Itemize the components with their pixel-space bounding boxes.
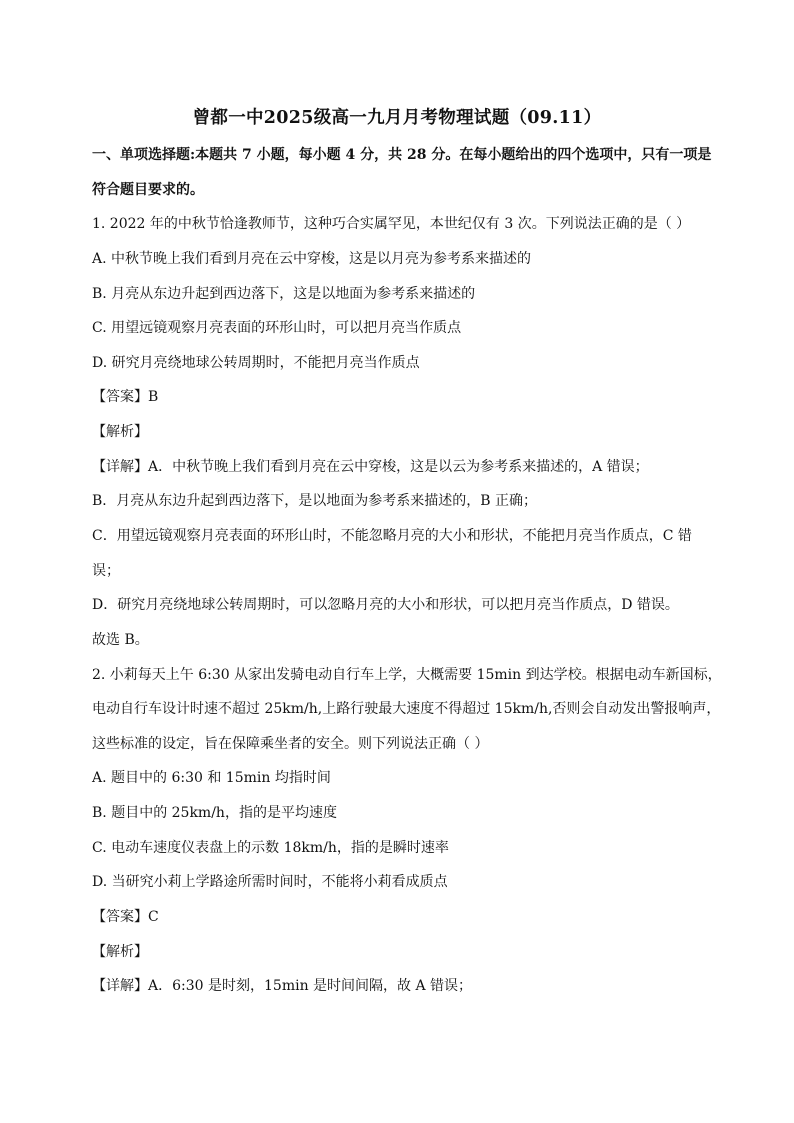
q1-detail-line: B．月亮从东边升起到西边落下，是以地面为参考系来描述的，B 正确；	[92, 493, 538, 509]
q2-answer: 【答案】C	[92, 909, 159, 925]
exam-title: 曾都一中2025级高一九月月考物理试题（09.11）	[192, 108, 602, 128]
section-heading-line-2: 符合题目要求的。	[92, 182, 204, 198]
q1-option-c: C. 用望远镜观察月亮表面的环形山时，可以把月亮当作质点	[92, 320, 462, 336]
q2-stem-line: 电动自行车设计时速不超过 25km/h,上路行驶最大速度不得超过 15km/h,否则会自动发出警报响声，	[92, 701, 721, 717]
q1-stem: 1. 2022 年的中秋节恰逢教师节，这种巧合实属罕见，本世纪仅有 3 次。下列说法正确的是（ ）	[92, 216, 691, 232]
q2-detail-line: 【详解】A．6:30 是时刻，15min 是时间间隔，故 A 错误；	[92, 978, 473, 994]
q2-stem-line: 2. 小莉每天上午 6:30 从家出发骑电动自行车上学，大概需要 15min 到达学校。根据电动车新国标，	[92, 667, 722, 683]
q2-analysis-label: 【解析】	[92, 944, 148, 960]
q1-option-d: D. 研究月亮绕地球公转周期时，不能把月亮当作质点	[92, 355, 420, 371]
q1-detail-line: 误；	[92, 563, 120, 579]
q1-detail-line: D．研究月亮绕地球公转周期时，可以忽略月亮的大小和形状，可以把月亮当作质点，D 错误。	[92, 597, 679, 613]
q2-option-d: D. 当研究小莉上学路途所需时间时，不能将小莉看成质点	[92, 874, 448, 890]
q2-option-c: C. 电动车速度仪表盘上的示数 18km/h，指的是瞬时速率	[92, 840, 449, 856]
q1-detail-line: 【详解】A．中秋节晚上我们看到月亮在云中穿梭，这是以云为参考系来描述的，A 错误；	[92, 459, 649, 475]
q1-detail-line: C．用望远镜观察月亮表面的环形山时，不能忽略月亮的大小和形状，不能把月亮当作质点，C 错	[92, 528, 692, 544]
q1-analysis-label: 【解析】	[92, 424, 148, 440]
q2-option-a: A. 题目中的 6:30 和 15min 均指时间	[92, 770, 331, 786]
q1-option-b: B. 月亮从东边升起到西边落下，这是以地面为参考系来描述的	[92, 286, 476, 302]
q2-option-b: B. 题目中的 25km/h，指的是平均速度	[92, 805, 337, 821]
q1-option-a: A. 中秋节晚上我们看到月亮在云中穿梭，这是以月亮为参考系来描述的	[92, 251, 532, 267]
q2-stem-line: 这些标准的设定，旨在保障乘坐者的安全。则下列说法正确（ ）	[92, 736, 489, 752]
q1-answer: 【答案】B	[92, 389, 159, 405]
section-heading-line-1: 一、单项选择题:本题共 7 小题，每小题 4 分，共 28 分。在每小题给出的四个选项中，只有一项是	[92, 147, 712, 163]
q1-detail-line: 故选 B。	[92, 632, 149, 648]
